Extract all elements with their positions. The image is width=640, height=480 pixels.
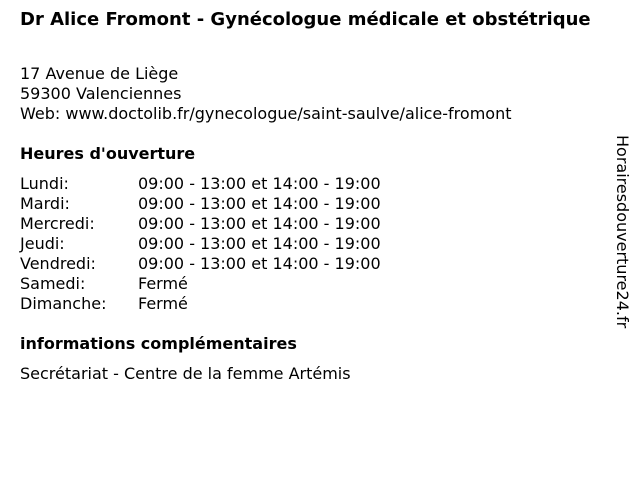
opening-hours-heading: Heures d'ouverture: [20, 144, 196, 163]
hours-time: 09:00 - 13:00 et 14:00 - 19:00: [138, 194, 381, 213]
hours-row: [20, 194, 381, 214]
hours-day: Mercredi:: [20, 214, 95, 233]
hours-time: 09:00 - 13:00 et 14:00 - 19:00: [138, 214, 381, 233]
hours-time: Fermé: [138, 294, 188, 313]
hours-time: 09:00 - 13:00 et 14:00 - 19:00: [138, 254, 381, 273]
hours-row: [20, 214, 381, 234]
hours-day: Lundi:: [20, 174, 69, 193]
address-city: 59300 Valenciennes: [20, 84, 182, 103]
hours-time: 09:00 - 13:00 et 14:00 - 19:00: [138, 174, 381, 193]
hours-day: Jeudi:: [20, 234, 65, 253]
opening-hours-table: [20, 174, 381, 314]
hours-time: Fermé: [138, 274, 188, 293]
hours-time: 09:00 - 13:00 et 14:00 - 19:00: [138, 234, 381, 253]
address-street: 17 Avenue de Liège: [20, 64, 179, 83]
address-block: [20, 64, 511, 124]
page-title: Dr Alice Fromont - Gynécologue médicale et obstétrique: [20, 9, 591, 30]
hours-row: [20, 234, 381, 254]
hours-day: Mardi:: [20, 194, 70, 213]
hours-day: Vendredi:: [20, 254, 96, 273]
hours-row: [20, 294, 381, 314]
hours-row: [20, 174, 381, 194]
hours-day: Samedi:: [20, 274, 86, 293]
additional-info-heading: informations complémentaires: [20, 334, 297, 353]
additional-info-text: Secrétariat - Centre de la femme Artémis: [20, 364, 351, 383]
hours-row: [20, 254, 381, 274]
site-watermark: Horairesdouverture24.fr: [613, 135, 632, 329]
hours-day: Dimanche:: [20, 294, 107, 313]
hours-row: [20, 274, 381, 294]
website-line[interactable]: Web: www.doctolib.fr/gynecologue/saint-saulve/alice-fromont: [20, 104, 512, 123]
